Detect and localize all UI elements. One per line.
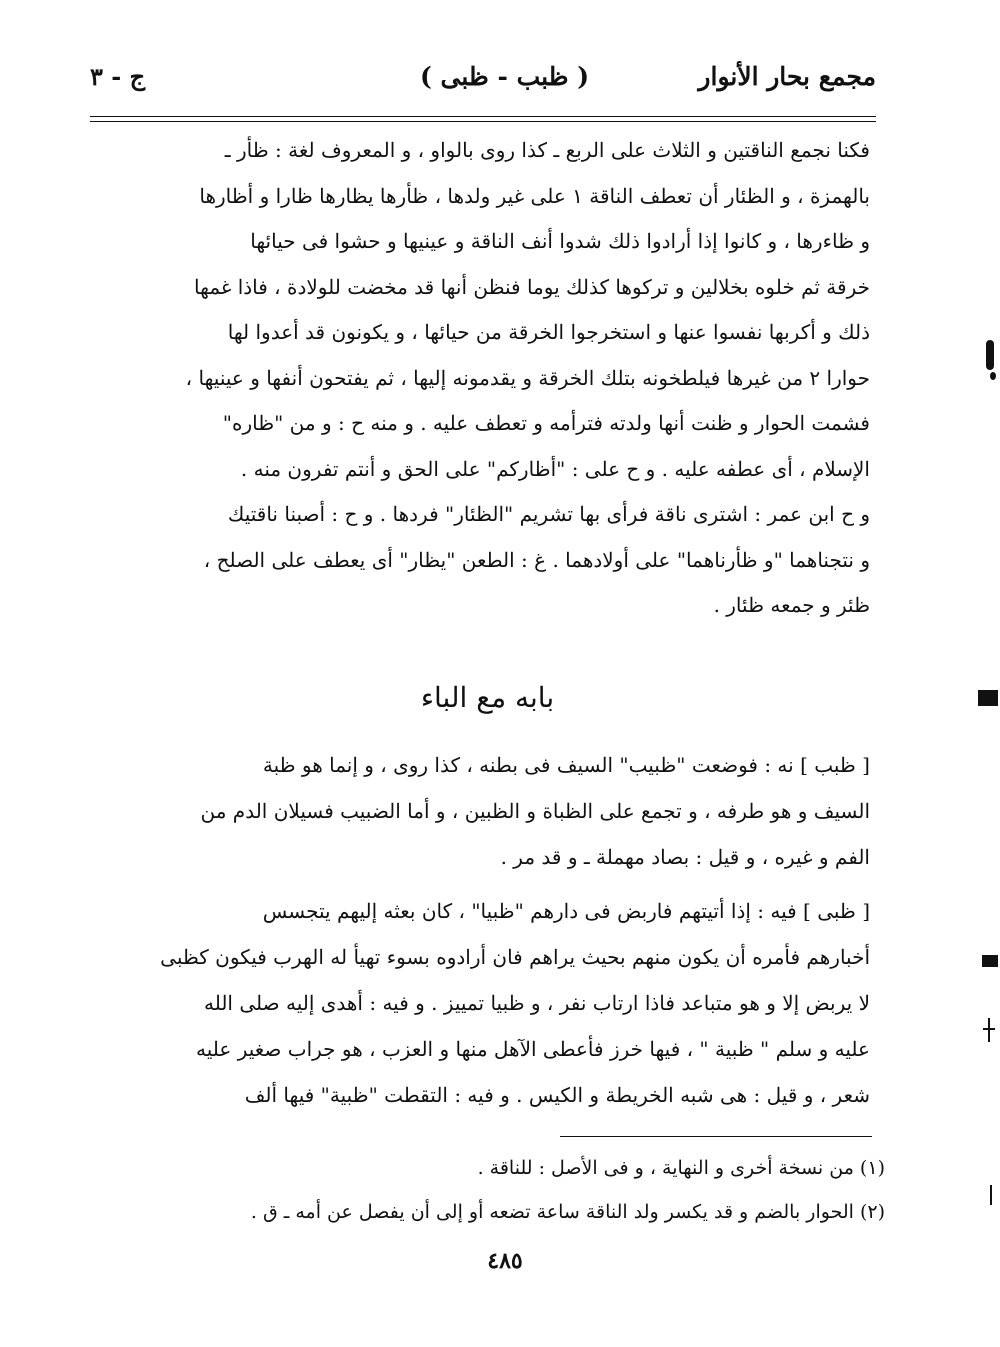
footnotes — [150, 1146, 885, 1234]
footnote-2: (٢) الحوار بالضم و قد يكسر ولد الناقة ساعة تضعه أو إلى أن يفصل عن أمه ـ ق . — [250, 1201, 885, 1223]
scan-mark — [990, 1185, 992, 1205]
page-number: ٤٨٥ — [487, 1248, 523, 1274]
entry-zabi — [105, 888, 870, 1118]
text-line: و نتجناهما "و ظأرناهما" على أولادهما . غ : الطعن "يظار" أى يعطف على الصلح ، — [203, 547, 870, 572]
footnote-1: (١) من نسخة أخرى و النهاية ، و فى الأصل : للناقة . — [477, 1157, 885, 1179]
running-header — [90, 62, 876, 110]
text-line: الإسلام ، أى عطفه عليه . و ح على : "أظاركم" على الحق و أنتم تفرون منه . — [240, 456, 870, 481]
text-line: فكنا نجمع الناقتين و الثلاث على الربع ـ كذا روى بالواو ، و المعروف لغة : ظأر ـ — [224, 138, 870, 162]
text-line: خرقة ثم خلوه بخلالين و تركوها كذلك يوما فنظن أنها قد مخضت للولادة ، فاذا غمها — [194, 274, 870, 299]
scan-mark — [983, 1028, 995, 1030]
entry-line: أخبارهم فأمره أن يكون منهم بحيث يراهم فان أرادوه بسوء تهيأ له الهرب فيكون كظبى — [160, 945, 870, 969]
text-line: ظئر و جمعه ظئار . — [713, 593, 870, 617]
text-line: ذلك و أكربها نفسوا عنها و استخرجوا الخرقة من حيائها ، و يكونون قد أعدوا لها — [227, 320, 870, 344]
scan-mark — [988, 1018, 990, 1042]
header-double-rule — [90, 116, 876, 122]
book-title: مجمع بحار الأنوار — [698, 62, 876, 91]
text-line: و ح ابن عمر : اشترى ناقة فرأى بها تشريم "الظئار" فردها . و ح : أصبنا ناقتيك — [227, 502, 870, 526]
scan-mark — [978, 690, 998, 706]
entry-range: ( ظبب - ظبى ) — [420, 62, 590, 91]
volume-number: ج - ٣ — [90, 62, 146, 91]
text-line: و ظاءرها ، و كانوا إذا أرادوا ذلك شدوا أنف الناقة و عينيها و حشوا فى حيائها — [250, 229, 870, 253]
entries-block — [105, 742, 870, 1118]
text-line: بالهمزة ، و الظئار أن تعطف الناقة ١ على غير ولدها ، ظأرها يظارها ظارا و أظارها — [199, 183, 870, 208]
scan-mark — [986, 340, 994, 370]
scan-mark — [990, 372, 996, 380]
text-line: فشمت الحوار و ظنت أنها ولدته فترأمه و تعطف عليه . و منه ح : و من "ظاره" — [222, 411, 870, 435]
entry-line: عليه و سلم " ظبية " ، فيها خرز فأعطى الآهل منها و العزب ، هو جراب صغير عليه — [196, 1037, 870, 1061]
entry-line: [ ظبب ] نه : فوضعت "ظبيب" السيف فى بطنه ، كذا روى ، و إنما هو ظبة — [262, 753, 870, 777]
entry-line: الفم و غيره ، و قيل : بصاد مهملة ـ و قد مر . — [500, 845, 870, 869]
scan-mark — [982, 955, 998, 967]
footnote-separator — [560, 1136, 872, 1137]
entry-line: لا يربض إلا و هو متباعد فاذا ارتاب نفر ، و ظبيا تمييز . و فيه : أهدى إليه صلى الله — [203, 991, 870, 1015]
text-line: حوارا ٢ من غيرها فيلطخونه بتلك الخرقة و يقدمونه إليها ، ثم يفتحون أنفها و عينيها ، — [185, 365, 870, 390]
entry-line: السيف و هو طرفه ، و تجمع على الظباة و الظبين ، و أما الضبيب فسيلان الدم من — [200, 799, 870, 823]
entry-line: [ ظبى ] فيه : إذا أتيتهم فاربض فى دارهم "ظبيا" ، كان بعثه إليهم يتجسس — [262, 899, 870, 923]
entry-line: شعر ، و قيل : هى شبه الخريطة و الكيس . و فيه : التقطت "ظبية" فيها ألف — [244, 1083, 870, 1107]
section-heading: بابه مع الباء — [420, 681, 555, 714]
entry-zabab — [105, 742, 870, 880]
main-text-block — [105, 128, 870, 629]
